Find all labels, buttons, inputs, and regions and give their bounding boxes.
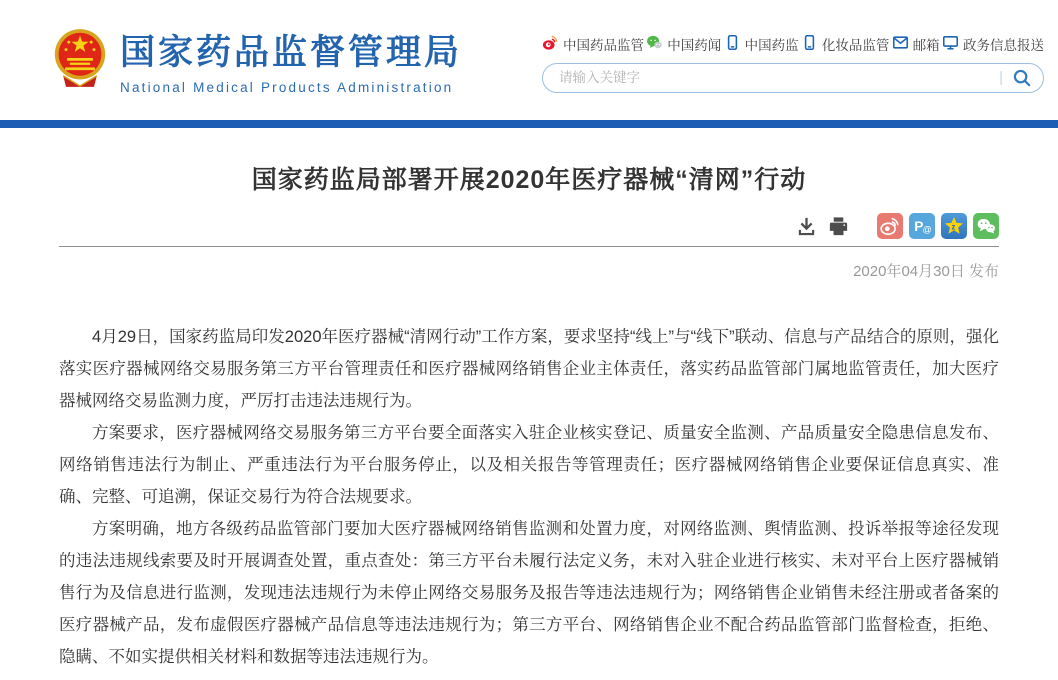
nav-item-mail[interactable]: [892, 34, 940, 54]
nav-label: 邮箱: [912, 37, 940, 53]
nav-label: 中国药闻: [667, 37, 722, 53]
article-body: [59, 321, 999, 673]
nav-label: 政务信息报送: [962, 37, 1044, 53]
svg-text:z: z: [951, 222, 956, 232]
nav-item-wechat[interactable]: [646, 34, 721, 54]
weibo-icon: [542, 34, 559, 54]
article-toolbar: [59, 213, 999, 239]
header-right: [542, 34, 1044, 93]
site-subtitle: National Medical Products Administration: [120, 80, 454, 95]
monitor-icon: [942, 34, 959, 54]
share-qzone-icon[interactable]: [941, 213, 967, 239]
search-input[interactable]: [559, 70, 995, 85]
nav-item-weibo[interactable]: [542, 34, 644, 54]
logo-text: [120, 25, 462, 95]
svg-text:P: P: [914, 219, 924, 235]
page-title: 国家药监局部署开展2020年医疗器械“清网”行动: [251, 166, 807, 194]
search-bar: [542, 63, 1044, 93]
phone-icon: [724, 34, 741, 54]
site-title: 国家药品监督管理局: [120, 33, 463, 72]
paragraph-2: 方案要求，医疗器械网络交易服务第三方平台要全面落实入驻企业核实登记、质量安全监测、产品质量安全隐患信息发布、网络销售违法行为制止、严重违法行为平台服务停止，以及相关报告等管理责任；医疗器械网络销售企业要保证信息真实、准确、完整、可追溯，保证交易行为符合法规要求。: [59, 424, 999, 506]
nav-item-cosmetics[interactable]: [801, 34, 890, 54]
national-emblem-icon: [52, 27, 108, 94]
top-nav: [542, 34, 1044, 54]
print-icon[interactable]: [827, 215, 850, 238]
article: [59, 160, 999, 673]
header-divider-bar: [0, 120, 1058, 128]
search-icon[interactable]: [1011, 67, 1033, 89]
nav-item-gov-report[interactable]: [942, 34, 1044, 54]
paragraph-3: 方案明确，地方各级药品监管部门要加大医疗器械网络销售监测和处置力度，对网络监测、舆情监测、投诉举报等途径发现的违法违规线索要及时开展调查处置，重点查处：第三方平台未履行法定义务，未对入驻企业进行核实、未对平台上医疗器械销售行为及信息进行监测，发现违法违规行为未停止网络交易服务及报告等违法违规行为；网络销售企业销售未经注册或者备案的医疗器械产品，发布虚假医疗器械产品信息等违法违规行为；第三方平台、网络销售企业不配合药品监管部门监督检查，拒绝、隐瞒、不如实提供相关材料和数据等违法违规行为。: [59, 520, 999, 666]
share-pengyou-icon[interactable]: [909, 213, 935, 239]
site-header: [0, 0, 1058, 120]
title-divider: [59, 246, 999, 247]
nav-item-app[interactable]: [724, 34, 799, 54]
nav-label: 中国药品监管: [563, 37, 644, 53]
paragraph-1: 4月29日，国家药监局印发2020年医疗器械“清网行动”工作方案，要求坚持“线上”与“线下”联动、信息与产品结合的原则，强化落实医疗器械网络交易服务第三方平台管理责任和医疗器械网络销售企业主体责任，落实药品监管部门属地监管责任，加大医疗器械网络交易监测力度，严厉打击违法违规行为。: [59, 328, 999, 410]
share-weibo-icon[interactable]: [877, 213, 903, 239]
wechat-icon: [646, 34, 663, 54]
svg-text:@: @: [922, 224, 932, 235]
share-wechat-icon[interactable]: [973, 213, 999, 239]
download-icon[interactable]: [795, 215, 818, 238]
nav-label: 中国药监: [744, 37, 799, 53]
logo-link[interactable]: [52, 25, 462, 95]
phone-icon: [801, 34, 818, 54]
publish-date: 2020年04月30日 发布: [853, 263, 999, 280]
share-group: [877, 213, 999, 239]
search-divider: |: [999, 69, 1003, 86]
mail-icon: [892, 34, 909, 54]
nav-label: 化妆品监管: [821, 37, 890, 53]
